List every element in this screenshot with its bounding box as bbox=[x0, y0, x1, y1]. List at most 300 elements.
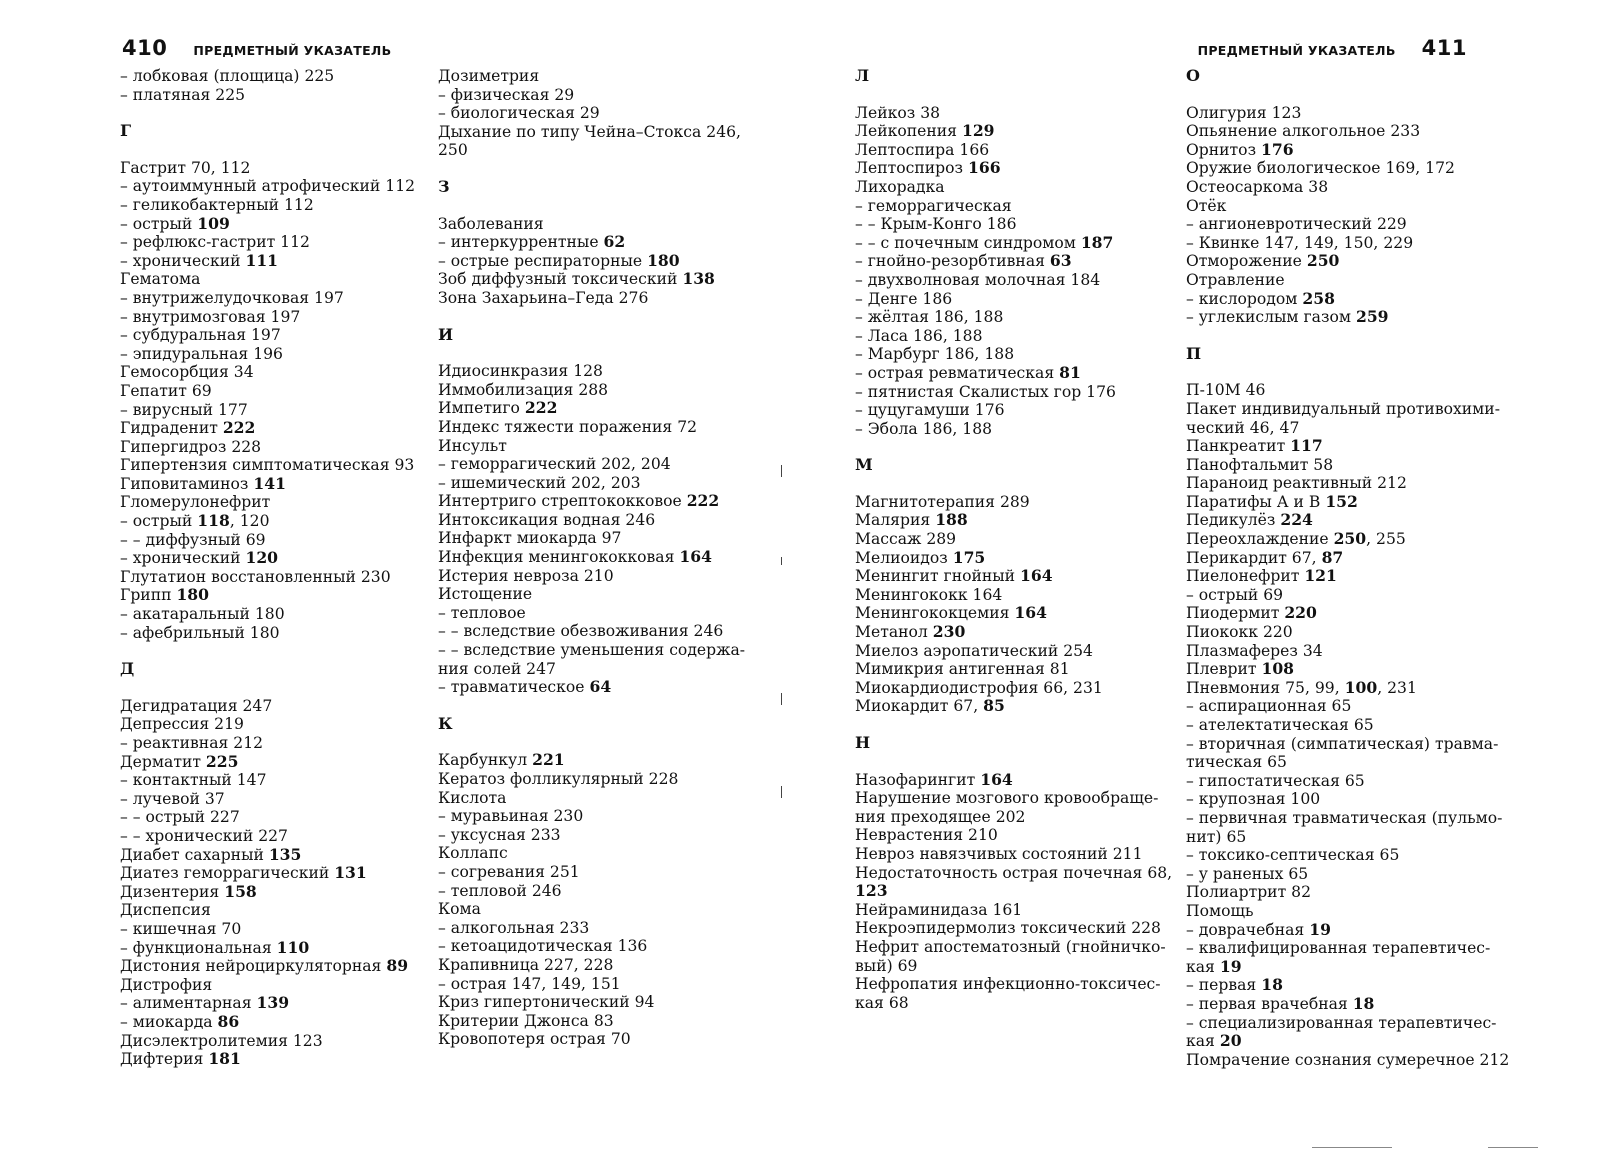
index-entry-text: Менингококцемия bbox=[855, 604, 1015, 623]
index-entry bbox=[855, 420, 1175, 439]
index-entry bbox=[1186, 1032, 1486, 1051]
index-entry bbox=[855, 345, 1175, 364]
left-page-number: 410 bbox=[122, 36, 168, 60]
index-entry-text: – жёлтая 186, 188 bbox=[855, 308, 1004, 327]
index-entry-main-page: 166 bbox=[968, 158, 1001, 178]
index-entry bbox=[1186, 419, 1486, 438]
index-entry bbox=[120, 252, 420, 271]
index-entry-text: Мелиоидоз bbox=[855, 548, 953, 567]
index-entry-text: Пневмония 75, 99, bbox=[1186, 678, 1345, 697]
index-entry-text: – биологическая 29 bbox=[438, 104, 600, 123]
index-entry-text: – интеркуррентные bbox=[438, 233, 604, 252]
index-entry-text: – тепловое bbox=[438, 603, 526, 622]
index-entry-text: – тепловой 246 bbox=[438, 881, 562, 900]
index-entry-text: Лептоспира 166 bbox=[855, 140, 990, 159]
index-entry bbox=[438, 641, 768, 660]
index-entry bbox=[1186, 511, 1486, 530]
index-entry-text: – – Крым-Конго 186 bbox=[855, 215, 1017, 234]
index-entry-text: Кислота bbox=[438, 788, 507, 807]
right-page-header bbox=[1198, 36, 1467, 60]
index-entry bbox=[1186, 642, 1486, 661]
index-entry-text: Некроэпидермолиз токсический 228 bbox=[855, 919, 1161, 938]
index-entry-text: Инсульт bbox=[438, 436, 507, 455]
index-entry-text: – внутримозговая 197 bbox=[120, 307, 301, 326]
index-entry-text: Малярия bbox=[855, 511, 936, 530]
index-entry-text: Панофтальмит 58 bbox=[1186, 455, 1334, 474]
index-entry bbox=[855, 808, 1175, 827]
index-entry-text: Неврастения 210 bbox=[855, 826, 998, 845]
index-entry-text: кая bbox=[1186, 957, 1220, 976]
index-entry bbox=[120, 808, 420, 827]
index-entry-text: – – хронический 227 bbox=[120, 826, 288, 845]
index-entry bbox=[855, 919, 1175, 938]
index-entry bbox=[855, 271, 1175, 290]
index-entry bbox=[120, 920, 420, 939]
index-entry bbox=[438, 604, 768, 623]
index-entry-text: – кетоацидотическая 136 bbox=[438, 937, 648, 956]
index-entry bbox=[120, 233, 420, 252]
index-entry bbox=[1186, 530, 1486, 549]
index-entry bbox=[438, 474, 768, 493]
index-entry bbox=[1186, 197, 1486, 216]
index-entry bbox=[438, 807, 768, 826]
index-entry-text: Гипергидроз 228 bbox=[120, 437, 262, 456]
index-entry bbox=[120, 512, 420, 531]
index-entry-text: Плеврит bbox=[1186, 660, 1262, 679]
index-entry-text: Орнитоз bbox=[1186, 140, 1262, 159]
index-entry bbox=[855, 327, 1175, 346]
index-entry-main-page: 120 bbox=[245, 548, 279, 568]
index-entry-text: Миокардит 67, bbox=[855, 697, 984, 716]
index-entry-text: Оружие биологическое 169, 172 bbox=[1186, 159, 1455, 178]
index-entry bbox=[1186, 883, 1486, 902]
index-entry-text: кая bbox=[1186, 1032, 1220, 1051]
index-entry bbox=[120, 345, 420, 364]
index-entry bbox=[855, 994, 1175, 1013]
index-entry-text: Гемосорбция 34 bbox=[120, 363, 254, 382]
index-entry bbox=[855, 604, 1175, 623]
index-entry-text: Депрессия 219 bbox=[120, 715, 244, 734]
index-entry-extra-pages: , 231 bbox=[1377, 678, 1417, 697]
index-entry-main-page: 118 bbox=[197, 511, 230, 531]
index-entry bbox=[855, 530, 1175, 549]
index-entry-main-page: 181 bbox=[208, 1049, 241, 1069]
index-entry bbox=[438, 270, 768, 289]
index-entry-main-page: 180 bbox=[647, 250, 680, 270]
index-entry-main-page: 64 bbox=[589, 677, 612, 697]
index-entry-text: – хронический bbox=[120, 251, 246, 270]
index-entry-text: – алиментарная bbox=[120, 994, 257, 1013]
index-entry bbox=[438, 937, 768, 956]
index-entry-text: Миокардиодистрофия 66, 231 bbox=[855, 678, 1103, 697]
index-entry bbox=[438, 418, 768, 437]
index-entry bbox=[120, 957, 420, 976]
index-section-letter: М bbox=[855, 455, 873, 475]
index-entry bbox=[120, 790, 420, 809]
index-entry bbox=[1186, 753, 1486, 772]
index-entry bbox=[438, 548, 768, 567]
index-entry-main-page: 258 bbox=[1302, 288, 1335, 308]
index-entry bbox=[855, 938, 1175, 957]
index-entry bbox=[1186, 252, 1486, 271]
index-entry bbox=[438, 770, 768, 789]
index-entry bbox=[120, 976, 420, 995]
right-running-title: ПРЕДМЕТНЫЙ УКАЗАТЕЛЬ bbox=[1197, 43, 1396, 58]
index-entry-text: Отёк bbox=[1186, 196, 1227, 215]
index-entry-text: Грипп bbox=[120, 586, 177, 605]
index-entry bbox=[1186, 586, 1486, 605]
index-entry-main-page: 123 bbox=[855, 881, 888, 901]
index-entry bbox=[855, 493, 1175, 512]
index-entry-text: – углекислым газом bbox=[1186, 308, 1356, 327]
index-entry-text: – ангионевротический 229 bbox=[1186, 215, 1407, 234]
index-entry-text: – Эбола 186, 188 bbox=[855, 419, 993, 438]
index-entry bbox=[120, 939, 420, 958]
index-entry-text: – уксусная 233 bbox=[438, 825, 561, 844]
index-entry-text: Мимикрия антигенная 81 bbox=[855, 660, 1070, 679]
index-section-letter: Л bbox=[855, 66, 870, 85]
index-entry-text: Опьянение алкогольное 233 bbox=[1186, 122, 1421, 141]
index-entry bbox=[1186, 828, 1486, 847]
index-entry-text: – острый bbox=[120, 214, 198, 233]
index-entry-text: – специализированная терапевтичес- bbox=[1186, 1013, 1497, 1032]
index-entry-text: – гнойно-резорбтивная bbox=[855, 252, 1050, 271]
index-entry-main-page: 135 bbox=[268, 844, 302, 864]
index-entry-text: вый) 69 bbox=[855, 956, 918, 975]
index-entry-text: – ишемический 202, 203 bbox=[438, 473, 641, 492]
index-entry-text: – функциональная bbox=[120, 938, 277, 957]
index-entry-text: – геморрагический 202, 204 bbox=[438, 455, 671, 474]
index-entry bbox=[438, 956, 768, 975]
index-entry-text: Гематома bbox=[120, 270, 201, 289]
index-entry bbox=[438, 362, 768, 381]
index-entry-main-page: 222 bbox=[222, 418, 256, 438]
index-entry-main-page: 89 bbox=[386, 956, 409, 976]
index-entry-main-page: 188 bbox=[935, 510, 968, 530]
index-entry bbox=[438, 622, 768, 641]
right-page-number: 411 bbox=[1421, 36, 1467, 60]
index-entry bbox=[1186, 271, 1486, 290]
index-entry bbox=[438, 826, 768, 845]
index-entry bbox=[120, 456, 420, 475]
index-entry-text: – согревания 251 bbox=[438, 862, 580, 881]
index-entry bbox=[438, 975, 768, 994]
index-entry bbox=[120, 624, 420, 643]
index-entry-text: – – с почечным синдромом bbox=[855, 233, 1081, 252]
index-entry bbox=[1186, 178, 1486, 197]
index-entry-text: – геморрагическая bbox=[855, 196, 1012, 215]
index-entry-text: Недостаточность острая почечная 68, bbox=[855, 863, 1173, 882]
index-entry bbox=[120, 1050, 420, 1069]
index-entry-main-page: 62 bbox=[603, 232, 626, 252]
index-entry-text: Назофарингит bbox=[855, 770, 981, 789]
index-entry bbox=[438, 863, 768, 882]
index-entry bbox=[1186, 234, 1486, 253]
index-entry bbox=[438, 67, 768, 86]
index-entry-text: Инфекция менингококковая bbox=[438, 548, 680, 567]
index-entry-text: – – вследствие уменьшения содержа- bbox=[438, 641, 746, 660]
index-entry-text: ния преходящее 202 bbox=[855, 807, 1026, 826]
index-entry-text: – лучевой 37 bbox=[120, 789, 225, 808]
index-entry bbox=[120, 771, 420, 790]
index-entry bbox=[120, 586, 420, 605]
index-entry bbox=[1186, 290, 1486, 309]
index-entry-main-page: 63 bbox=[1049, 251, 1072, 271]
index-entry-text: Кровопотеря острая 70 bbox=[438, 1030, 631, 1049]
index-entry-text: – двухволновая молочная 184 bbox=[855, 270, 1101, 289]
index-entry bbox=[438, 1030, 768, 1049]
index-entry-text: Менингит гнойный bbox=[855, 567, 1021, 586]
index-entry bbox=[1186, 1050, 1510, 1070]
index-entry-text: Нефрит апостематозный (гнойничко- bbox=[855, 937, 1166, 956]
index-entry-main-page: 176 bbox=[1261, 139, 1294, 159]
index-entry bbox=[438, 289, 768, 308]
index-entry-text: Гиповитаминоз bbox=[120, 474, 254, 493]
index-entry-text: – акатаральный 180 bbox=[120, 605, 285, 624]
index-entry bbox=[1186, 921, 1486, 940]
index-entry bbox=[438, 789, 768, 808]
index-entry bbox=[855, 401, 1175, 420]
index-entry-text: – Ласа 186, 188 bbox=[855, 326, 983, 345]
index-entry bbox=[120, 901, 420, 920]
index-entry-text: – – острый 227 bbox=[120, 808, 240, 827]
index-entry bbox=[855, 586, 1175, 605]
index-entry bbox=[1186, 215, 1486, 234]
index-entry bbox=[120, 846, 420, 865]
index-entry bbox=[438, 585, 768, 604]
index-entry bbox=[1186, 399, 1500, 419]
index-entry-text: Зона Захарьина–Геда 276 bbox=[438, 288, 649, 307]
index-entry-text: Крапивница 227, 228 bbox=[438, 955, 614, 974]
index-entry-text: – ателектатическая 65 bbox=[1186, 716, 1374, 734]
index-entry-main-page: 224 bbox=[1280, 510, 1313, 530]
index-entry-text: Карбункул bbox=[438, 751, 533, 770]
index-entry-text: Полиартрит 82 bbox=[1186, 883, 1311, 902]
index-entry-text: Коллапс bbox=[438, 844, 508, 863]
index-section-letter: Д bbox=[120, 659, 135, 679]
index-entry-main-page: 117 bbox=[1290, 436, 1323, 456]
index-entry-text: Дистония нейроциркуляторная bbox=[120, 957, 387, 976]
index-entry-main-page: 20 bbox=[1219, 1031, 1242, 1051]
index-entry bbox=[1186, 734, 1499, 754]
index-entry-text: Дистрофия bbox=[120, 975, 213, 994]
index-entry bbox=[438, 141, 768, 160]
index-entry bbox=[1186, 865, 1486, 884]
index-entry bbox=[855, 549, 1175, 568]
index-entry bbox=[120, 67, 420, 86]
index-entry-main-page: 111 bbox=[245, 250, 279, 270]
index-entry-text: тическая 65 bbox=[1186, 753, 1287, 772]
index-entry-main-page: 139 bbox=[256, 993, 290, 1013]
index-entry-text: Импетиго bbox=[438, 399, 525, 418]
index-entry bbox=[438, 900, 768, 919]
index-column-3 bbox=[855, 67, 1175, 1012]
index-entry-text: Невроз навязчивых состояний 211 bbox=[855, 844, 1143, 863]
index-entry-text: – аспирационная 65 bbox=[1186, 697, 1352, 716]
index-entry bbox=[1186, 679, 1486, 698]
index-entry-text: Гломерулонефрит bbox=[120, 493, 271, 512]
index-column-4 bbox=[1186, 66, 1510, 1069]
index-entry-main-page: 221 bbox=[532, 750, 565, 770]
index-entry bbox=[1186, 549, 1486, 568]
index-entry-text: Помрачение сознания сумеречное 212 bbox=[1186, 1050, 1510, 1069]
index-entry bbox=[1186, 141, 1486, 160]
index-entry-main-page: 158 bbox=[224, 881, 257, 901]
index-entry-main-page: 175 bbox=[952, 547, 986, 567]
index-entry-main-page: 222 bbox=[686, 491, 720, 511]
index-entry bbox=[120, 326, 420, 345]
index-entry bbox=[855, 197, 1175, 216]
index-entry-text: – аутоиммунный атрофический 112 bbox=[120, 177, 416, 196]
index-entry bbox=[1186, 1013, 1497, 1033]
index-entry bbox=[855, 771, 1175, 790]
index-entry-text: Олигурия 123 bbox=[1186, 103, 1302, 122]
index-entry-text: – миокарда bbox=[120, 1012, 218, 1031]
index-entry bbox=[1186, 623, 1486, 642]
index-entry-text: Криз гипертонический 94 bbox=[438, 993, 655, 1012]
index-entry-main-page: 138 bbox=[682, 269, 715, 289]
index-entry bbox=[120, 289, 420, 308]
index-entry bbox=[120, 196, 420, 215]
index-entry-text: – – диффузный 69 bbox=[120, 530, 266, 549]
index-entry-text: – субдуральная 197 bbox=[120, 326, 281, 345]
index-entry-extra-pages: , 120 bbox=[229, 512, 270, 531]
index-entry-text: Дыхание по типу Чейна–Стокса 246, bbox=[438, 122, 741, 141]
index-entry bbox=[438, 751, 768, 770]
index-entry-text: Педикулёз bbox=[1186, 511, 1281, 530]
index-entry bbox=[855, 697, 1175, 716]
index-entry-extra-pages: , 255 bbox=[1366, 530, 1406, 549]
index-entry-text: – Квинке 147, 149, 150, 229 bbox=[1186, 233, 1414, 252]
index-entry bbox=[1186, 958, 1486, 977]
index-entry-main-page: 131 bbox=[334, 863, 367, 883]
index-entry-text: Массаж 289 bbox=[855, 530, 957, 549]
index-entry-main-page: 152 bbox=[1325, 491, 1358, 511]
index-entry bbox=[120, 215, 420, 234]
index-entry-text: – цуцугамуши 176 bbox=[855, 401, 1005, 420]
index-entry bbox=[120, 159, 420, 178]
index-entry-main-page: 86 bbox=[217, 1011, 240, 1031]
index-entry bbox=[855, 252, 1175, 271]
index-entry bbox=[438, 567, 768, 586]
index-entry-text: Кератоз фолликулярный 228 bbox=[438, 770, 679, 788]
index-entry bbox=[855, 104, 1175, 123]
index-entry-main-page: 110 bbox=[276, 937, 310, 957]
index-entry-text: Дисэлектролитемия 123 bbox=[120, 1031, 323, 1050]
index-entry bbox=[120, 715, 420, 734]
index-entry bbox=[1186, 660, 1486, 679]
index-entry bbox=[855, 567, 1175, 586]
index-entry bbox=[1186, 308, 1486, 327]
index-entry bbox=[855, 178, 1175, 197]
index-entry bbox=[1186, 567, 1486, 586]
index-entry-text: – острая 147, 149, 151 bbox=[438, 974, 621, 993]
index-entry-text: Диабет сахарный bbox=[120, 845, 269, 864]
index-entry-text: – эпидуральная 196 bbox=[120, 344, 283, 363]
index-entry-main-page: 141 bbox=[253, 473, 286, 493]
index-entry bbox=[120, 1032, 420, 1051]
index-entry-text: Кома bbox=[438, 900, 481, 919]
index-entry-text: нит) 65 bbox=[1186, 827, 1247, 846]
index-entry bbox=[438, 529, 768, 548]
index-entry-text: Пакет индивидуальный противохими- bbox=[1186, 399, 1500, 418]
index-entry-text: – острый 69 bbox=[1186, 585, 1284, 604]
index-entry bbox=[855, 623, 1175, 642]
index-entry bbox=[438, 882, 768, 901]
index-entry-text: – Марбург 186, 188 bbox=[855, 345, 1015, 364]
index-entry-text: Плазмаферез 34 bbox=[1186, 641, 1323, 660]
index-entry bbox=[438, 233, 768, 252]
index-section-letter: О bbox=[1186, 66, 1200, 85]
index-entry-main-page: 180 bbox=[176, 585, 210, 605]
index-entry-text: Гастрит 70, 112 bbox=[120, 158, 251, 177]
index-entry bbox=[1186, 493, 1486, 512]
page-edge-line bbox=[1488, 1147, 1538, 1148]
index-entry-text: – квалифицированная терапевтичес- bbox=[1186, 939, 1491, 958]
index-entry bbox=[438, 1012, 768, 1031]
page-edge-line bbox=[1312, 1147, 1392, 1148]
index-entry-text: Истощение bbox=[438, 585, 533, 604]
index-entry bbox=[855, 826, 1175, 845]
index-entry-text: – первая bbox=[1186, 976, 1262, 995]
index-entry bbox=[1186, 437, 1486, 456]
index-section-letter: П bbox=[1186, 343, 1202, 363]
index-entry-text: – вторичная (симпатическая) травма- bbox=[1186, 734, 1499, 753]
index-entry-text: Гепатит 69 bbox=[120, 381, 212, 400]
index-entry bbox=[120, 475, 420, 494]
index-entry bbox=[1186, 790, 1486, 809]
index-entry bbox=[120, 401, 420, 420]
index-entry-text: Метанол bbox=[855, 623, 933, 642]
index-column-2 bbox=[438, 67, 768, 1049]
margin-mark bbox=[781, 786, 782, 798]
index-entry-main-page: 230 bbox=[932, 622, 966, 642]
index-section-letter: Г bbox=[120, 121, 132, 141]
index-entry bbox=[855, 308, 1175, 327]
index-entry-text: Лейкоз 38 bbox=[855, 103, 941, 122]
index-entry bbox=[855, 845, 1175, 864]
index-entry-text: – физическая 29 bbox=[438, 85, 575, 104]
index-entry bbox=[438, 660, 768, 679]
index-entry-text: Пиелонефрит bbox=[1186, 567, 1305, 586]
index-entry bbox=[1186, 104, 1486, 123]
index-entry-text: – лобковая (площица) 225 bbox=[120, 67, 335, 85]
index-entry-text: – афебрильный 180 bbox=[120, 623, 280, 642]
index-section-letter: К bbox=[438, 713, 453, 733]
index-entry-text: Переохлаждение bbox=[1186, 530, 1334, 549]
index-entry bbox=[120, 86, 420, 105]
index-entry-text: – муравьиная 230 bbox=[438, 807, 584, 826]
index-entry-text: Пиококк 220 bbox=[1186, 623, 1293, 642]
margin-mark bbox=[781, 465, 782, 477]
index-entry bbox=[1186, 456, 1486, 475]
index-entry-text: Лихорадка bbox=[855, 177, 945, 196]
index-entry bbox=[438, 993, 768, 1012]
index-entry bbox=[120, 568, 420, 587]
index-entry-text: – первая врачебная bbox=[1186, 994, 1353, 1013]
index-entry bbox=[855, 383, 1175, 402]
index-entry bbox=[1186, 995, 1486, 1014]
index-entry-main-page: 187 bbox=[1080, 232, 1114, 252]
index-entry bbox=[438, 437, 768, 456]
index-entry-text: Инфаркт миокарда 97 bbox=[438, 529, 622, 548]
index-entry bbox=[438, 399, 768, 418]
index-entry-main-page: 164 bbox=[1014, 603, 1047, 623]
index-entry bbox=[438, 123, 768, 142]
index-entry-main-page: 18 bbox=[1261, 975, 1283, 995]
index-entry-main-page: 18 bbox=[1352, 993, 1375, 1013]
index-entry-main-page: 164 bbox=[1020, 566, 1053, 586]
